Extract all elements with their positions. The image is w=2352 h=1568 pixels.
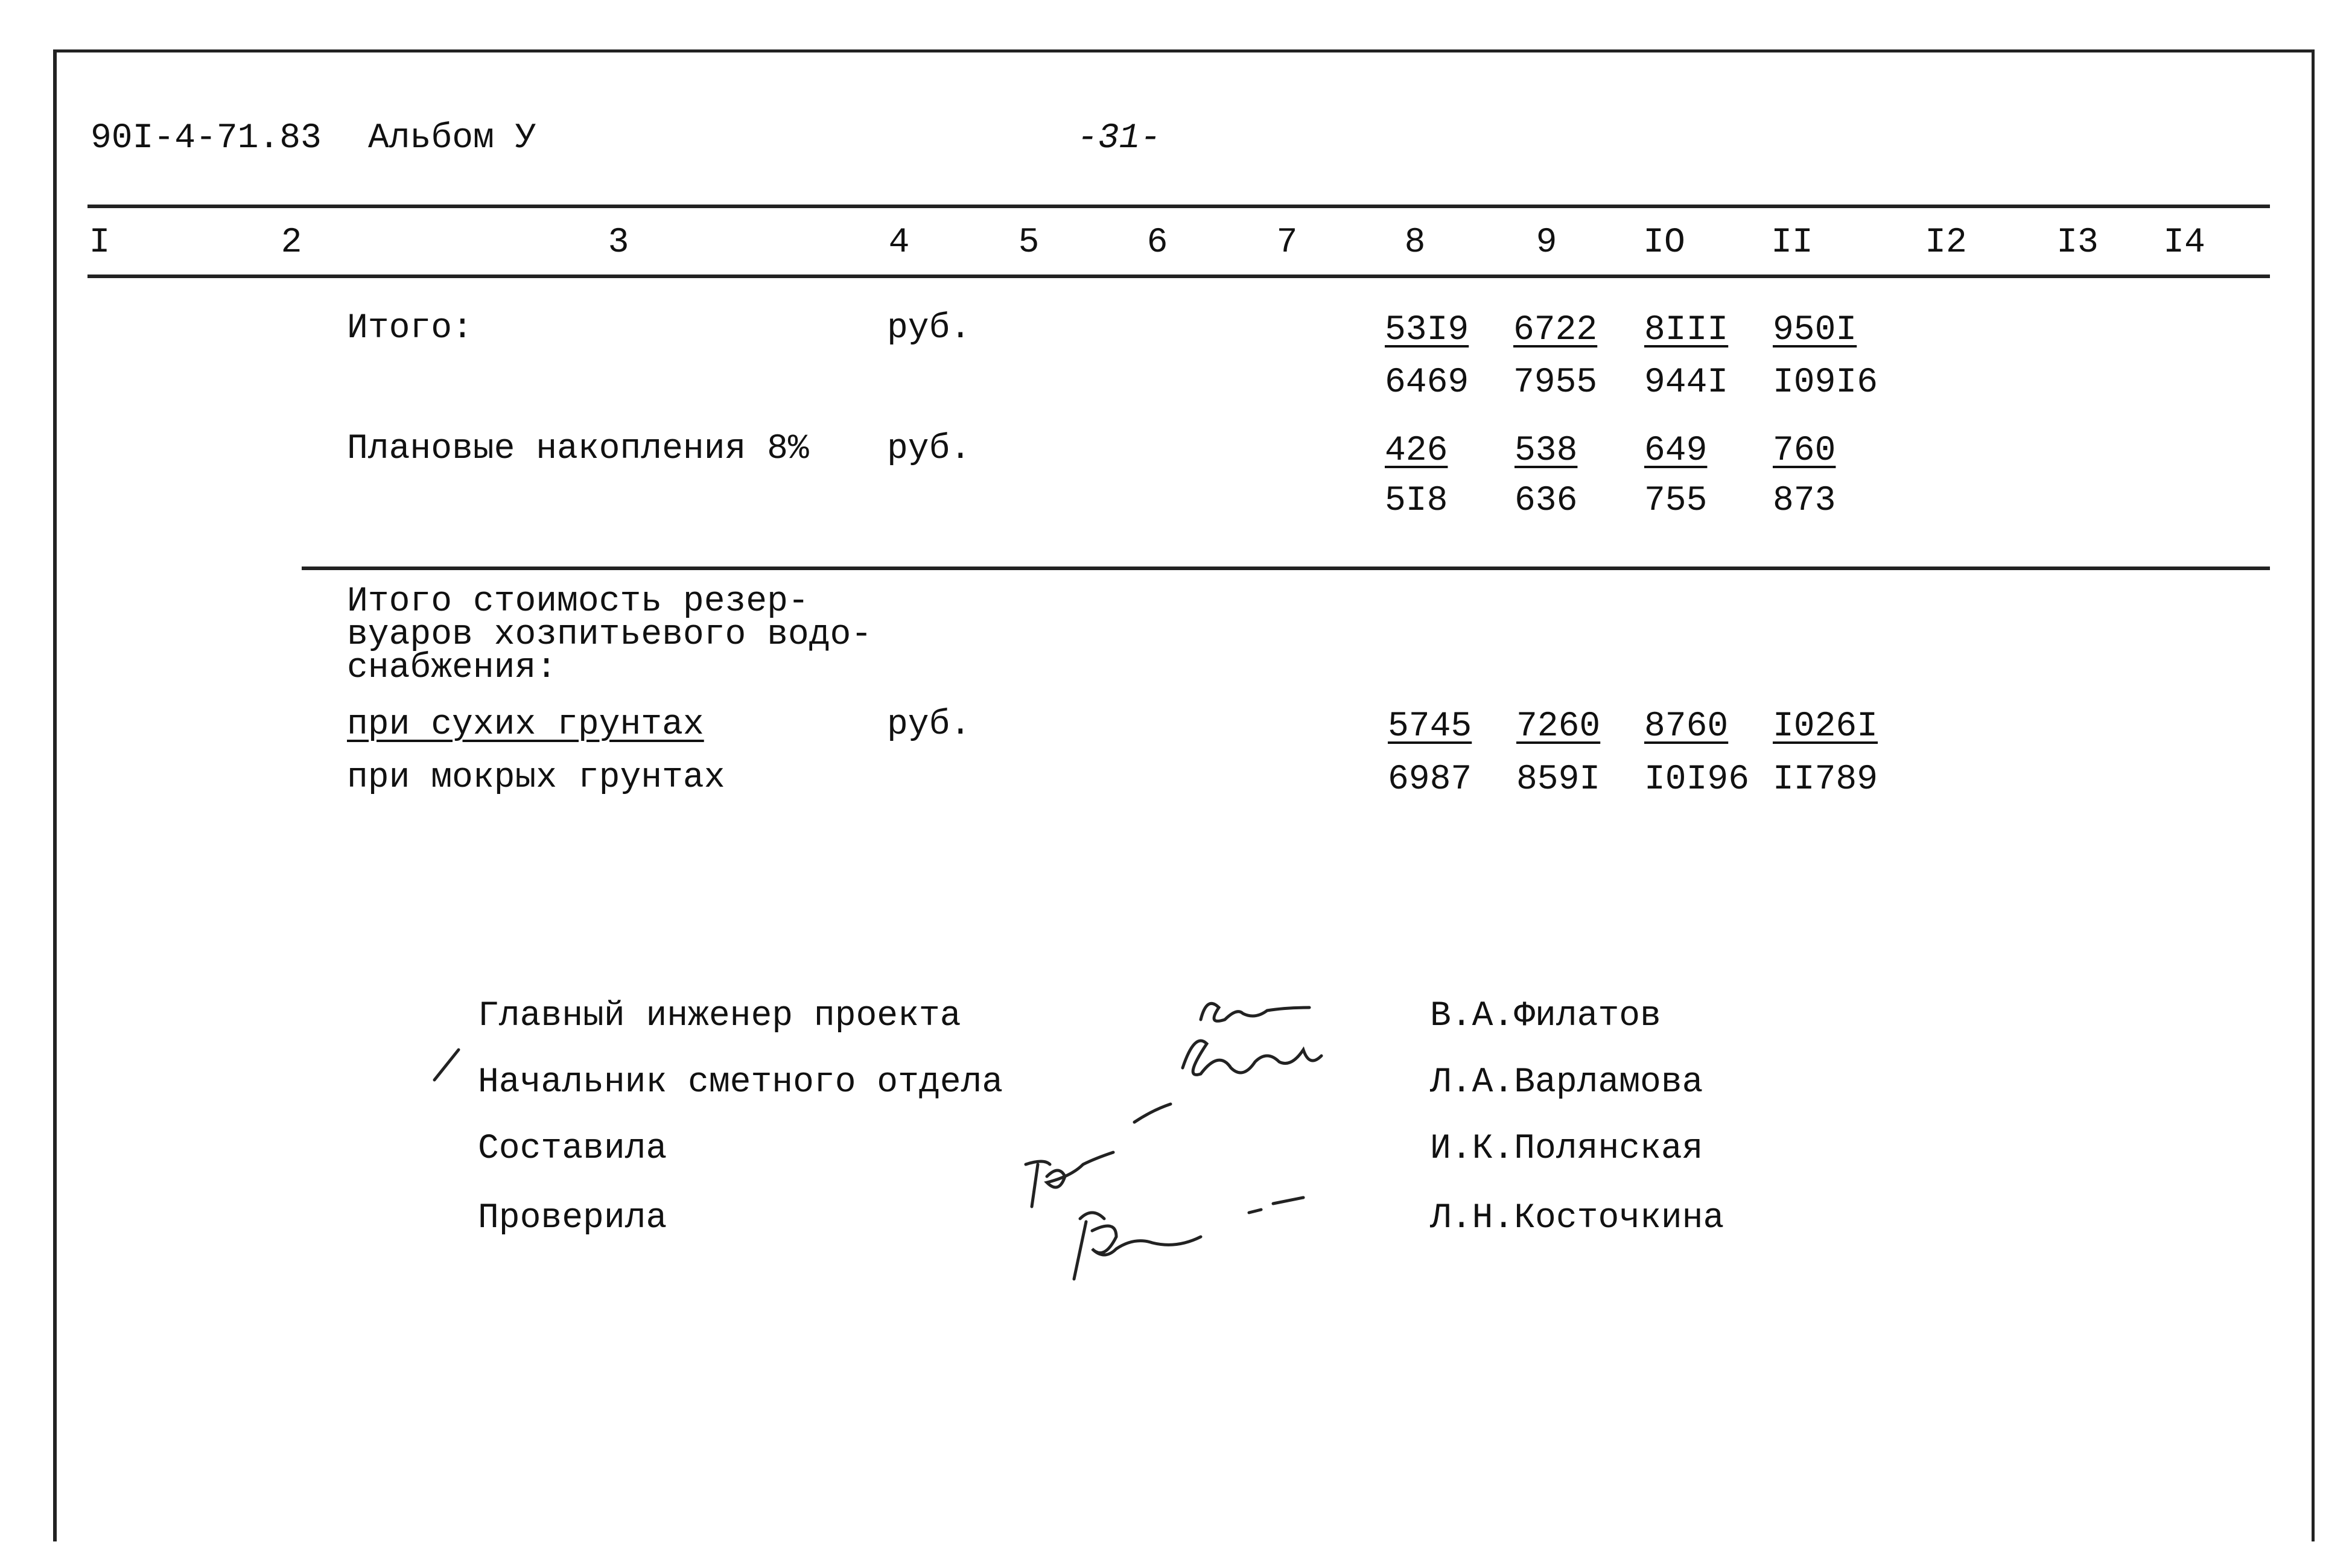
signature-kostochkina bbox=[1074, 1198, 1303, 1279]
column-header: 8 bbox=[1404, 223, 1426, 262]
total-heading-line: Итого стоимость резер- bbox=[347, 582, 809, 621]
column-header: IO bbox=[1643, 223, 1685, 262]
row-unit: руб. bbox=[887, 430, 971, 469]
column-header: I bbox=[89, 223, 110, 262]
value-bottom: 859I bbox=[1516, 760, 1601, 799]
signer-name: В.А.Филатов bbox=[1430, 997, 1661, 1036]
value-bottom: II789 bbox=[1773, 760, 1878, 799]
column-header: 4 bbox=[888, 223, 910, 262]
row-label: Плановые накопления 8% bbox=[347, 430, 809, 469]
value-bottom: 636 bbox=[1514, 481, 1578, 521]
value-top: 7260 bbox=[1516, 707, 1601, 746]
column-header: 7 bbox=[1276, 223, 1298, 262]
signer-role: Главный инженер проекта bbox=[478, 997, 961, 1036]
signer-name: Л.Н.Косточкина bbox=[1430, 1199, 1724, 1238]
row-label: при мокрых грунтах bbox=[347, 758, 725, 798]
value-bottom: 944I bbox=[1644, 363, 1729, 402]
column-header: 3 bbox=[608, 223, 629, 262]
signer-name: Л.А.Варламова bbox=[1430, 1063, 1703, 1102]
column-header: I3 bbox=[2056, 223, 2099, 262]
value-bottom: 6469 bbox=[1385, 363, 1469, 402]
value-bottom: I09I6 bbox=[1773, 363, 1878, 402]
row-unit: руб. bbox=[887, 309, 971, 348]
value-top: 53I9 bbox=[1385, 311, 1469, 350]
signature-polyanskaya bbox=[1026, 1152, 1113, 1207]
value-top: 8III bbox=[1644, 311, 1729, 350]
value-bottom: 873 bbox=[1773, 481, 1836, 521]
column-header: II bbox=[1771, 223, 1813, 262]
row-label: при сухих грунтах bbox=[347, 705, 704, 744]
signature-varlamova bbox=[1134, 1041, 1321, 1122]
column-header: 6 bbox=[1146, 223, 1168, 262]
total-heading-line: вуаров хозпитьевого водо- bbox=[347, 615, 872, 655]
value-bottom: 7955 bbox=[1513, 363, 1598, 402]
column-header: I2 bbox=[1925, 223, 1967, 262]
total-heading-line: снабжения: bbox=[347, 649, 558, 688]
value-top: 8760 bbox=[1644, 707, 1729, 746]
value-top: 649 bbox=[1644, 431, 1708, 471]
row-label: Итого: bbox=[347, 309, 473, 348]
page-number: -31- bbox=[1077, 119, 1162, 158]
value-top: 538 bbox=[1514, 431, 1578, 471]
value-bottom: I0I96 bbox=[1644, 760, 1750, 799]
signer-name: И.К.Полянская bbox=[1430, 1129, 1703, 1169]
column-header: I4 bbox=[2163, 223, 2205, 262]
value-top: 426 bbox=[1385, 431, 1448, 471]
column-header: 9 bbox=[1536, 223, 1557, 262]
signer-role: Составила bbox=[478, 1129, 667, 1169]
value-top: 5745 bbox=[1388, 707, 1472, 746]
value-bottom: 5I8 bbox=[1385, 481, 1448, 521]
value-top: I026I bbox=[1773, 707, 1878, 746]
doc-code: 90I-4-71.83 bbox=[91, 119, 322, 158]
value-top: 760 bbox=[1773, 431, 1836, 471]
signer-role: Начальник сметного отдела bbox=[478, 1063, 1003, 1102]
album-label: Альбом У bbox=[368, 119, 536, 158]
signer-role: Проверила bbox=[478, 1199, 667, 1238]
column-header: 2 bbox=[281, 223, 302, 262]
row-unit: руб. bbox=[887, 705, 971, 744]
check-mark-stroke bbox=[434, 1050, 459, 1080]
value-bottom: 6987 bbox=[1388, 760, 1472, 799]
column-header: 5 bbox=[1018, 223, 1040, 262]
value-top: 6722 bbox=[1513, 311, 1598, 350]
value-bottom: 755 bbox=[1644, 481, 1708, 521]
signature-filatov bbox=[1201, 1003, 1309, 1021]
value-top: 950I bbox=[1773, 311, 1857, 350]
